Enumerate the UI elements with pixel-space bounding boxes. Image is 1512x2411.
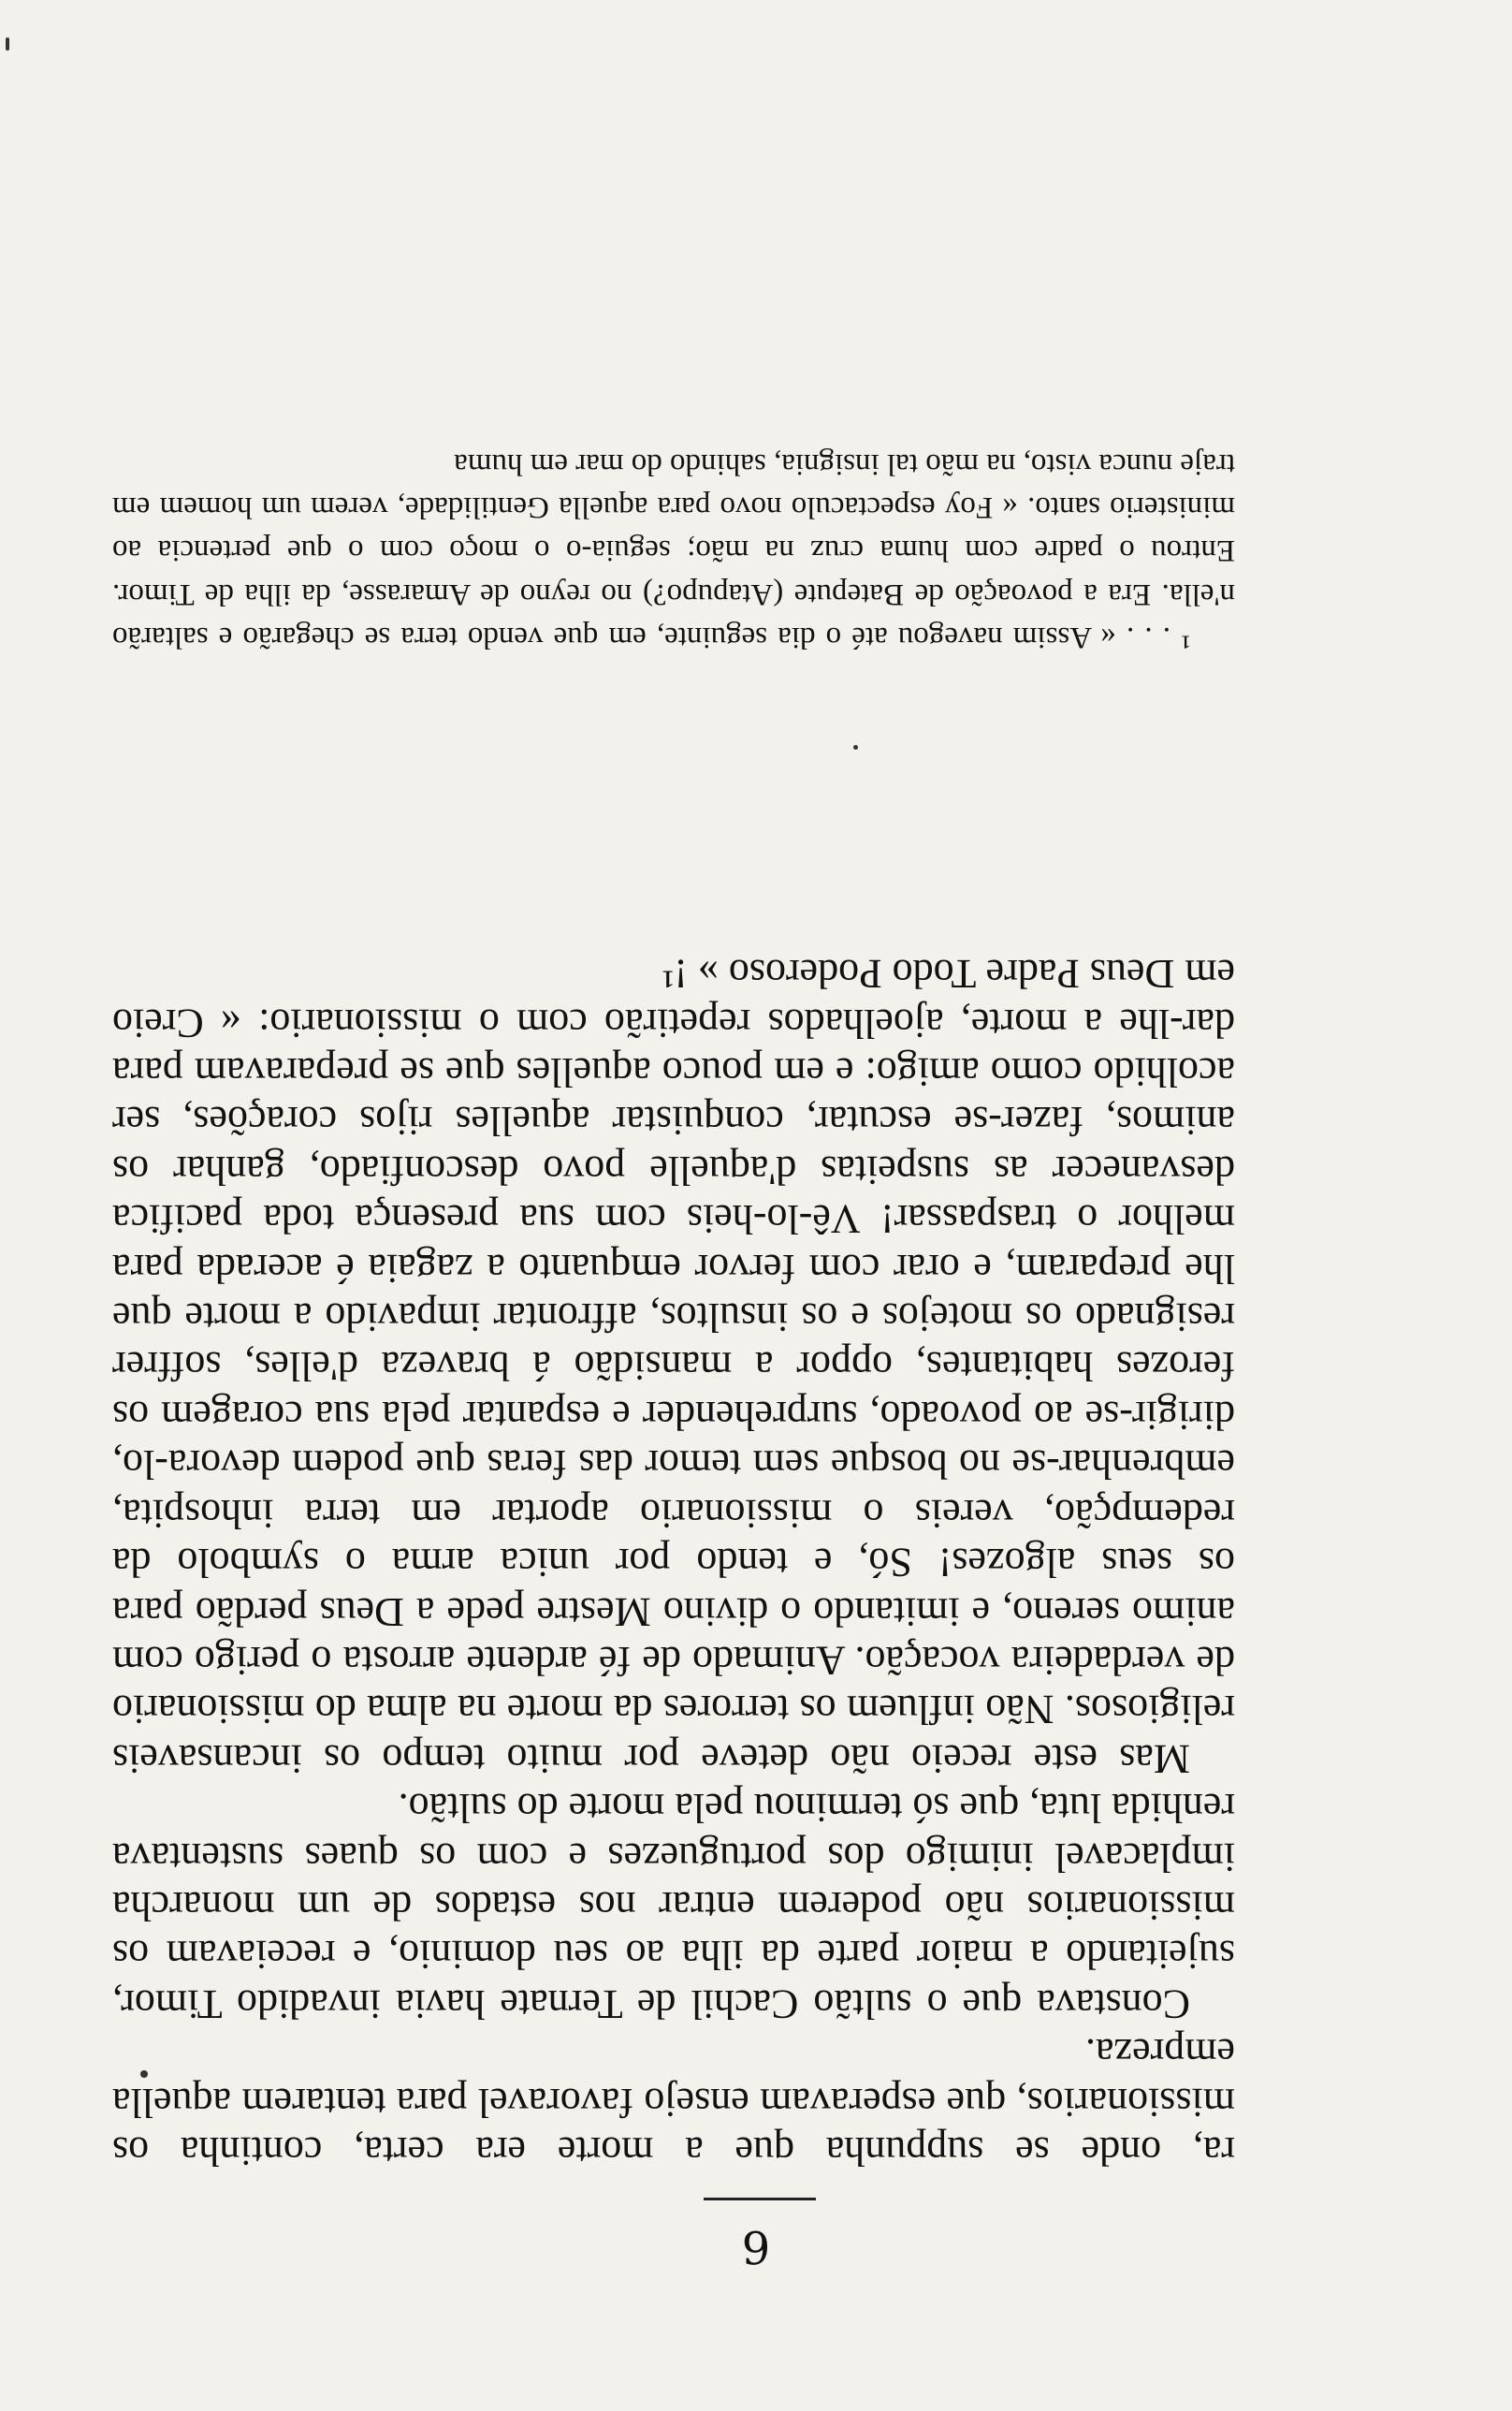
main-text xyxy=(112,949,1235,2175)
page-number: 6 xyxy=(741,2220,771,2272)
scan-speck xyxy=(6,37,9,51)
paragraph-1: ra, onde se suppunha que a morte era certa, continha os missionarios, que esperavam ensejo favoravel para tentarem aquella empreza. xyxy=(112,2030,1235,2174)
footnote-text: ¹ . . . « Assim navegou até o dia seguinte, em que vendo terra se chegarão e saltarão n'ella. Era a povoação de Batepute (Atapupo?) no reyno de Amarasse, da ilha de Timor. Entrou o padre com huma cruz na mão; seguia-o o moço com o que pertencia ao ministerio santo. « Foy espectaculo novo para aquella Gentilidade, verem um homem em traje nunca visto, na mão tal insignia, sahindo do mar em huma xyxy=(112,446,1235,654)
scan-speck xyxy=(853,745,858,750)
paragraph-2: Constava que o sultão Cachil de Ternate havia invadido Timor, sujeitando a maior parte da ilha ao seu dominio, e receiavam os missionarios não poderem entrar nos estados de um monarcha implacavel inimigo dos portuguezes e com os quaes sustentava renhida luta, que só terminou pela morte do sultão. xyxy=(112,1785,1235,2027)
footnote xyxy=(112,443,1235,659)
header-rule xyxy=(704,2198,816,2200)
scan-speck xyxy=(140,2070,148,2078)
paragraph-3: Mas este receio não deteve por muito tempo os incansaveis religiosos. Não influem os terrores da morte na alma do missionario de verdadeira vocação. Animado de fé ardente arrosta o perigo com animo sereno, e imitando o divino Mestre pede a Deus perdão para os seus algozes! Só, e tendo por unica arma o symbolo da redempção, vereis o missionario aportar em terra inhospita, embrenhar-se no bosque sem temor das feras que podem devora-lo, dirigir-se ao povoado, surprehender e espantar pela sua coragem os ferozes habitantes, oppor a mansidão á braveza d'elles, soffrer resignado os motejos e os insultos, affrontar impavido a morte que lhe preparam, e orar com fervor emquanto a zagaia é acerada para melhor o traspassar! Vê-lo-heis com sua presença toda pacifica desvanecer as suspeitas d'aquelle povo desconfiado, ganhar os animos, fazer-se escutar, conquistar aquelles rijos corações, ser acolhido como amigo: e em pouco aquelles que se preparavam para dar-lhe a morte, ajoelhados repetirão com o missionario: « Creio em Deus Padre Todo Poderoso » !¹ xyxy=(112,951,1235,1782)
